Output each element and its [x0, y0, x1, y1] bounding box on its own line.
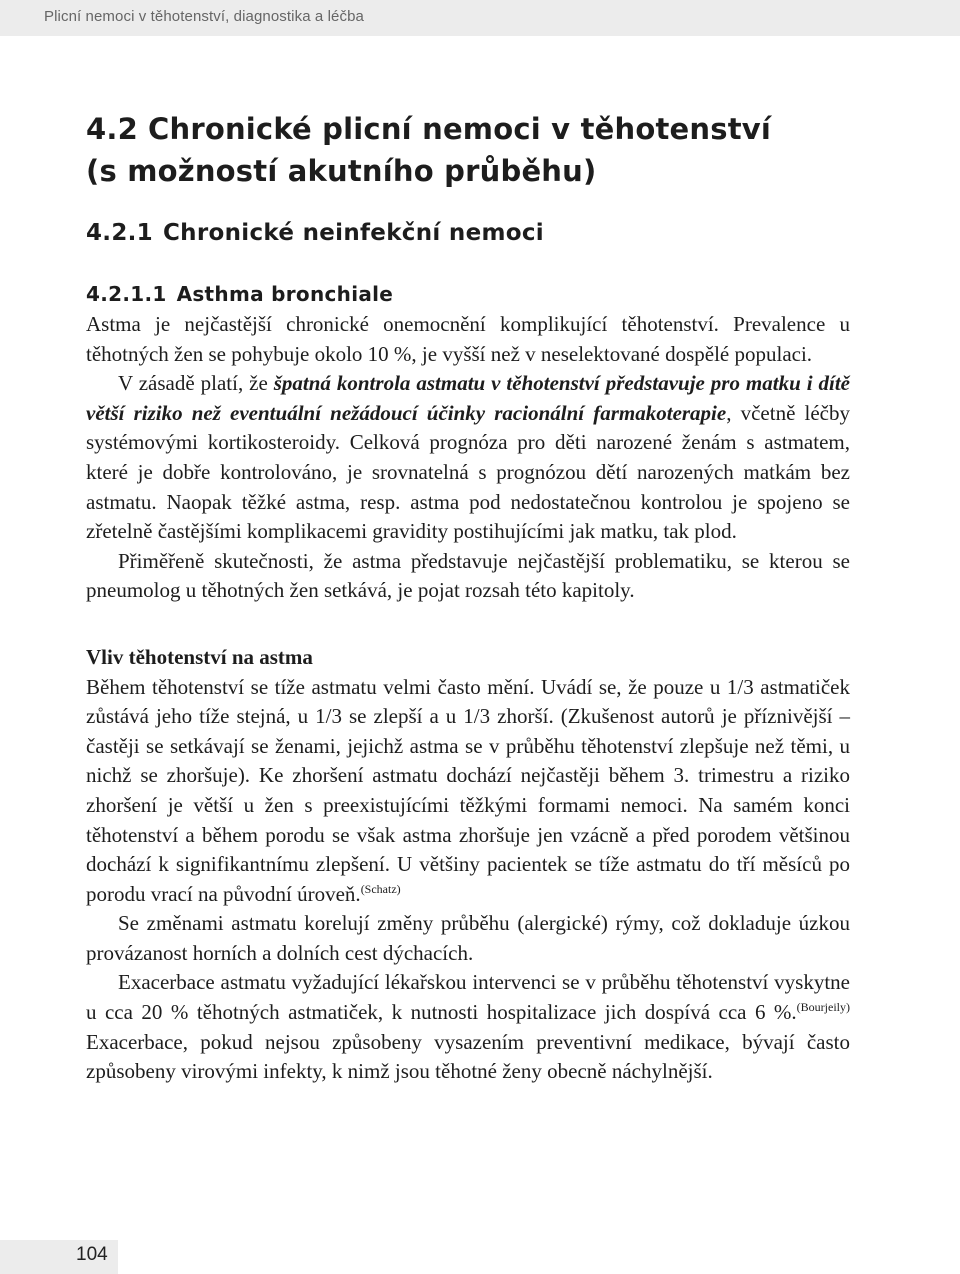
paragraph-severity-text: Během těhotenství se tíže astmatu velmi často mění. Uvádí se, že pouze u 1/3 astmatiček zůstává jeho tíže stejná, u 1/3 se zlepší a u 1/3 zhorší. (Zkušenost autorů je příznivější – častěji se setkávají se ženami, jejichž astma se v průběhu těhotenství zlepšuje než těmi, u nichž se zhoršuje). Ke zhoršení astmatu dochází nejčastěji během 3. trimestru a riziko zhoršení je větší u žen s preexistujícími těžkými formami nemoci. Na samém konci těhotenství a během porodu se však astma zhoršuje jen vzácně a před porodem většinou dochází k signifikantnímu zlepšení. U většiny pacientek se tíže astmatu do tří měsíců po porodu vrací na původní úroveň. — [86, 674, 850, 906]
subsubsection-heading — [86, 280, 850, 308]
paragraph-prevalence: Astma je nejčastější chronické onemocnění komplikující těhotenství. Prevalence u těhotných žen se pohybuje okolo 10 %, je vyšší než v neselektované dospělé populaci. — [86, 312, 850, 366]
subsubsection-number: 4.2.1.1 — [86, 282, 167, 306]
page-content — [86, 108, 850, 1087]
section-heading — [86, 108, 850, 192]
section-number: 4.2 — [86, 112, 138, 146]
paragraph-control-end: , včetně léčby systémovými kortikosteroidy. Celková prognóza pro děti narozené ženám s astmatem, které je dobře kontrolováno, je srovnatelná s prognózou dětí narozených matkám bez astmatu. Naopak těžké astma, resp. astma pod nedostatečnou kontrolou je spojeno se zřetelně častějšími komplikacemi gravidity postihujícími jak matku, tak plod. — [86, 400, 850, 544]
paragraph-control-start: V zásadě platí, že — [118, 371, 274, 396]
subsection-title: Chronické neinfekční nemoci — [163, 220, 544, 246]
paragraph-exacerbation — [86, 968, 850, 1086]
subsubsection-title: Asthma bronchiale — [176, 282, 394, 306]
page-number-box — [0, 1240, 118, 1274]
paragraph-severity-change — [86, 673, 850, 910]
citation-schatz: (Schatz) — [360, 881, 401, 896]
paragraph-rhinitis: Se změnami astmatu korelují změny průběhu (alergické) rýmy, což dokladuje úzkou provázanost horních a dolních cest dýchacích. — [86, 911, 850, 965]
paragraph-exacerbation-start: Exacerbace astmatu vyžadující lékařskou intervenci se v průběhu těhotenství vyskytne u cca 20 % těhotných astmatiček, k nutnosti hospitalizace jich dospívá cca 6 %. — [86, 970, 850, 1025]
section-title-line1: Chronické plicní nemoci v těhotenství — [147, 112, 772, 146]
paragraph-scope: Přiměřeně skutečnosti, že astma představuje nejčastější problematiku, se kterou se pneumolog u těhotných žen setkává, je pojat rozsah této kapitoly. — [86, 548, 850, 603]
running-header — [0, 0, 960, 36]
subsection-number: 4.2.1 — [86, 220, 153, 246]
paragraph-exacerbation-end: Exacerbace, pokud nejsou způsobeny vysazením preventivní medikace, bývají často způsobeny virovými infekty, k nimž jsou těhotné ženy obecně náchylnější. — [86, 1029, 850, 1084]
paragraph-control — [86, 369, 850, 547]
page-number: 104 — [76, 1244, 108, 1265]
running-title: Plicní nemoci v těhotenství, diagnostika a léčba — [44, 8, 364, 25]
subsection-heading — [86, 218, 850, 248]
paragraph-heading-pregnancy-effect: Vliv těhotenství na astma — [86, 644, 313, 669]
section-title-line2: (s možností akutního průběhu) — [86, 154, 597, 188]
citation-bourjeily: (Bourjeily) — [796, 1000, 850, 1015]
paragraph-control-emphasis: špatná kontrola astmatu v těhotenství představuje pro matku i dítě větší riziko než eventuální nežádoucí účinky racionální farmakoterapie — [86, 371, 850, 425]
